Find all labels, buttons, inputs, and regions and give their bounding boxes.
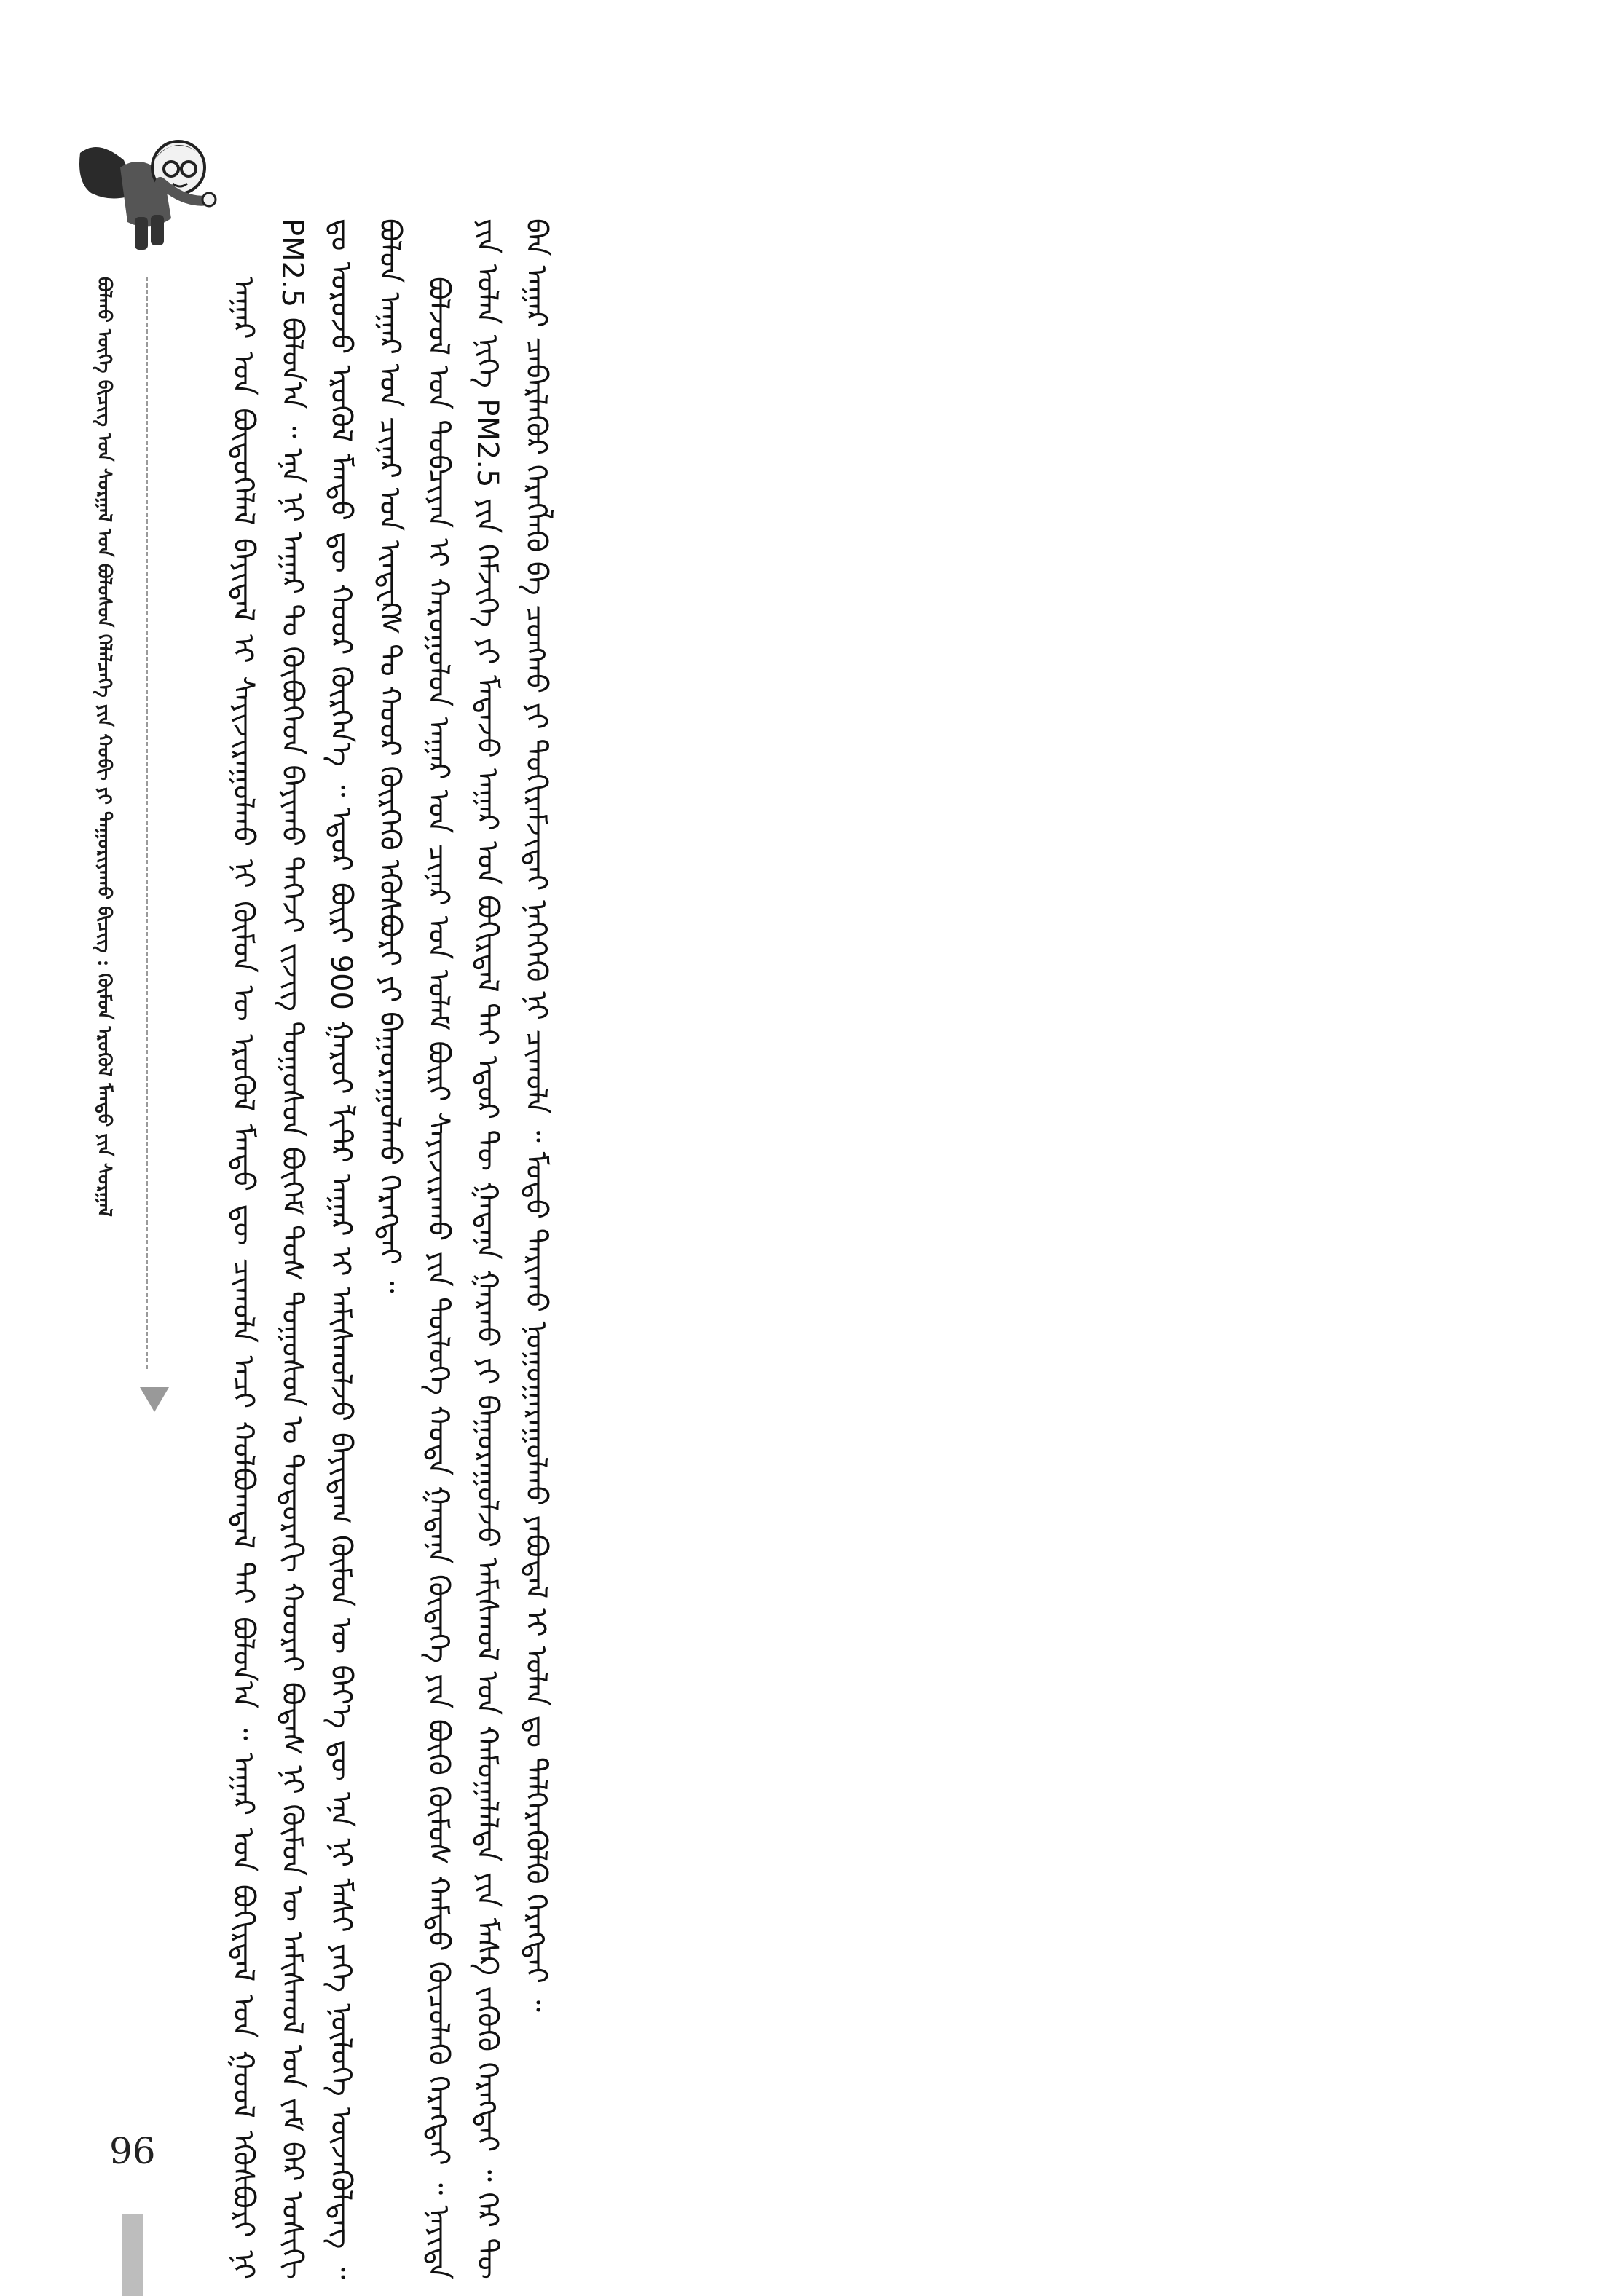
running-title: ᠪᠣᠯᠬᠤ ᠦᠭᠡ ᠪᠢᠴᠢᠭ᠌ ᠤᠨ ᠰᠤᠷᠭᠠᠯ ᠤᠨ ᠪᠣᠯᠤᠰᠤᠨ ᠬᠡᠯᠡᠯᠴᠡᠭᠡ ᠶᠢᠨ ᠬᠤᠪᠢ ᠶᠢ ᠳᠠᠭᠤᠷᠢᠶᠠᠬᠤ ᠪᠢᠴᠢᠭ : ᠬᠦᠮᠦᠨ ᠡᠷᠦᠬᠦᠯ ᠮᠡᠨᠳᠦ ᠶᠢᠨ ᠰᠤᠷᠭᠠᠯ xyxy=(93,277,115,1217)
paragraph: ᠠᠭᠠᠷ ᠤᠨ ᠪᠦᠲᠦᠭᠡᠯᠡᠯ ᠪᠠᠶᠢᠳᠠᠯ ᠢ ᠰᠠᠶᠢᠵᠢᠷᠠᠭᠤᠯᠬᠤ ᠨᠢ ᠬᠦᠮᠦᠨ ᠦ ᠡᠷᠦᠬᠦᠯ ᠮᠡᠨᠳᠦ ᠳᠦ ᠴᠢᠬᠤᠯᠠ ᠠᠴᠢ ᠬᠣᠯᠪᠣᠭᠳᠠᠯ ᠲᠠᠶ ᠪᠣᠯᠤᠨ᠎ᠠ ᠃ ᠠᠭᠠᠷ ᠤᠨ ᠪᠣᠬᠢᠷᠳᠠᠯ ᠤᠨ ᠭᠣᠣᠯ ᠡᠬᠦᠰᠪᠦᠷᠢ ᠨᠢ PM2.5 ᠪᠣᠯᠤᠨ᠎ᠠ ᠃ ᠡᠨᠡ ᠨᠢ ᠠᠭᠠᠷ ᠲᠤ ᠬᠥᠪᠥᠭᠡᠳ ᠪᠠᠶᠢᠬᠤ ᠳᠡᠭᠡᠵᠢ ᠵᠢᠵᠢᠭ ᠲᠣᠭᠣᠰᠤᠨ ᠪᠥᠭᠡᠮ ᠲᠤᠰ ᠲᠣᠭᠣᠰᠤᠨ ᠤ ᠳᠣᠲᠣᠷᠠᠬᠢ ᠬᠣᠤᠷᠠᠢ ᠪᠣᠳᠠᠰ ᠨᠢ ᠬᠦᠮᠦᠨ ᠦ ᠠᠮᠢᠰᠬᠤᠯ ᠤᠨ ᠵᠠᠮ ᠪᠠᠷ ᠤᠰᠢᠭᠢ ᠳᠤ ᠣᠷᠣᠵᠤ ᠡᠷᠦᠬᠦᠯ ᠮᠡᠨᠳᠦ ᠳᠦ ᠬᠣᠤᠷ ᠬᠦᠷᠭᠡᠨ᠎ᠡ ᠃ ᠡᠳᠦᠷ ᠪᠦᠷᠢ 900 ᠭᠠᠷᠤᠢ ᠯᠢᠲ᠋ᠷ ᠠᠭᠠᠷ ᠢ ᠠᠮᠢᠰᠬᠤᠯᠵᠤ ᠪᠠᠶᠢᠳᠠᠭ ᠬᠦᠮᠦᠨ ᠦ ᠪᠡᠶ᠎ᠡ ᠳᠦ ᠡᠨᠡ ᠨᠢ ᠮᠠᠰᠢ ᠶᠡᠬᠡ ᠨᠥᠯᠥᠭᠡ ᠦᠵᠡᠭᠦᠯᠳᠡᠭ ᠃ ᠪᠣᠯᠤᠨ ᠠᠭᠠᠷ ᠤᠨ ᠴᠢᠨᠠᠷ ᠤᠨ ᠢᠨᠳᠧᠺᠰ ᠲᠤ ᠬᠣᠤᠷ ᠬᠦᠷᠭᠡᠬᠦ ᠡᠬᠦᠰᠪᠦᠷᠢ ᠶᠢ ᠪᠠᠭᠤᠷᠠᠭᠤᠯᠬᠤ ᠬᠡᠷᠡᠭᠲᠡᠢ ᠃ xyxy=(227,218,406,2279)
triangle-marker-icon xyxy=(140,1387,169,1412)
header-dashed-rule xyxy=(146,277,148,1369)
mascot-boy-illustration xyxy=(69,124,222,269)
page-number: 96 xyxy=(109,2130,156,2172)
paragraph: ᠪᠣᠯᠵᠣᠯ ᠤᠨ ᠲᠣᠪᠴᠢᠶᠠᠨ ᠢ ᠬᠠᠷᠤᠭᠤᠯᠤᠨ ᠠᠭᠠᠷ ᠤᠨ ᠴᠢᠨᠠᠷ ᠤᠨ ᠤᠯᠠᠮ ᠪᠦᠷᠢ ᠰᠠᠶᠢᠵᠢᠷᠠᠬᠤ ᠶᠢᠨ ᠲᠥᠯᠥᠭᠡ ᠬᠣᠳᠠ ᠭᠠᠳᠠᠨᠠ ᠬᠥᠳᠡᠭᠡ ᠶᠢᠨ ᠪᠦᠬᠦ ᠬᠦᠮᠦᠰ ᠬᠠᠮᠲᠤ ᠬᠦᠴᠦᠯᠡᠬᠦ ᠬᠡᠷᠡᠭᠲᠡᠢ ᠃ ᠨᠡᠶᠢᠲᠡ ᠶᠢᠨ ᠣᠯᠠᠨ ᠨᠢᠭᠡ PM2.5 ᠶᠢᠨ ᠬᠡᠮᠵᠢᠭᠡ ᠶᠢ ᠮᠡᠳᠡᠵᠦ ᠠᠭᠠᠷ ᠤᠨ ᠪᠣᠬᠢᠷᠳᠠᠯ ᠲᠠᠢ ᠡᠳᠦᠷ ᠲᠦ ᠭᠠᠳᠠᠨᠠ ᠭᠠᠷᠬᠤ ᠶᠢ ᠪᠠᠭᠤᠷᠠᠭᠤᠯᠵᠤ ᠠᠮᠢᠰᠬᠤᠯ ᠤᠨ ᠬᠠᠮᠤᠭᠠᠯᠠᠯᠲᠠ ᠶᠢᠨ ᠮᠠᠰᠺ ᠵᠡᠭᠦᠬᠦ ᠬᠡᠷᠡᠭᠲᠡᠢ ᠃ ᠭᠡᠷ ᠲᠦ ᠪᠠᠨ ᠠᠭᠠᠷ ᠴᠡᠪᠡᠷᠯᠡᠭᠦᠷ ᠬᠡᠷᠡᠭᠯᠡᠬᠦ ᠪᠠ ᠴᠣᠩᠬᠣ ᠶᠢ ᠲᠣᠬᠢᠷᠠᠮᠵᠢᠲᠠᠢ ᠨᠡᠭᠡᠭᠡᠬᠦ ᠨᠢ ᠴᠢᠬᠤᠯᠠ ᠃ ᠮᠣᠳᠣ ᠲᠠᠷᠢᠬᠤ ᠨᠣᠭᠣᠭᠠᠷᠠᠭᠤᠯᠬᠤ ᠶᠠᠪᠤᠳᠠᠯ ᠢ ᠣᠯᠠᠨ ᠳᠤ ᠳᠡᠯᠭᠡᠷᠡᠭᠦᠯᠬᠦ ᠬᠡᠷᠡᠭᠲᠡᠢ ᠃ xyxy=(422,218,553,2279)
body-text xyxy=(219,218,1449,2279)
page-edge-bar xyxy=(122,2214,143,2296)
